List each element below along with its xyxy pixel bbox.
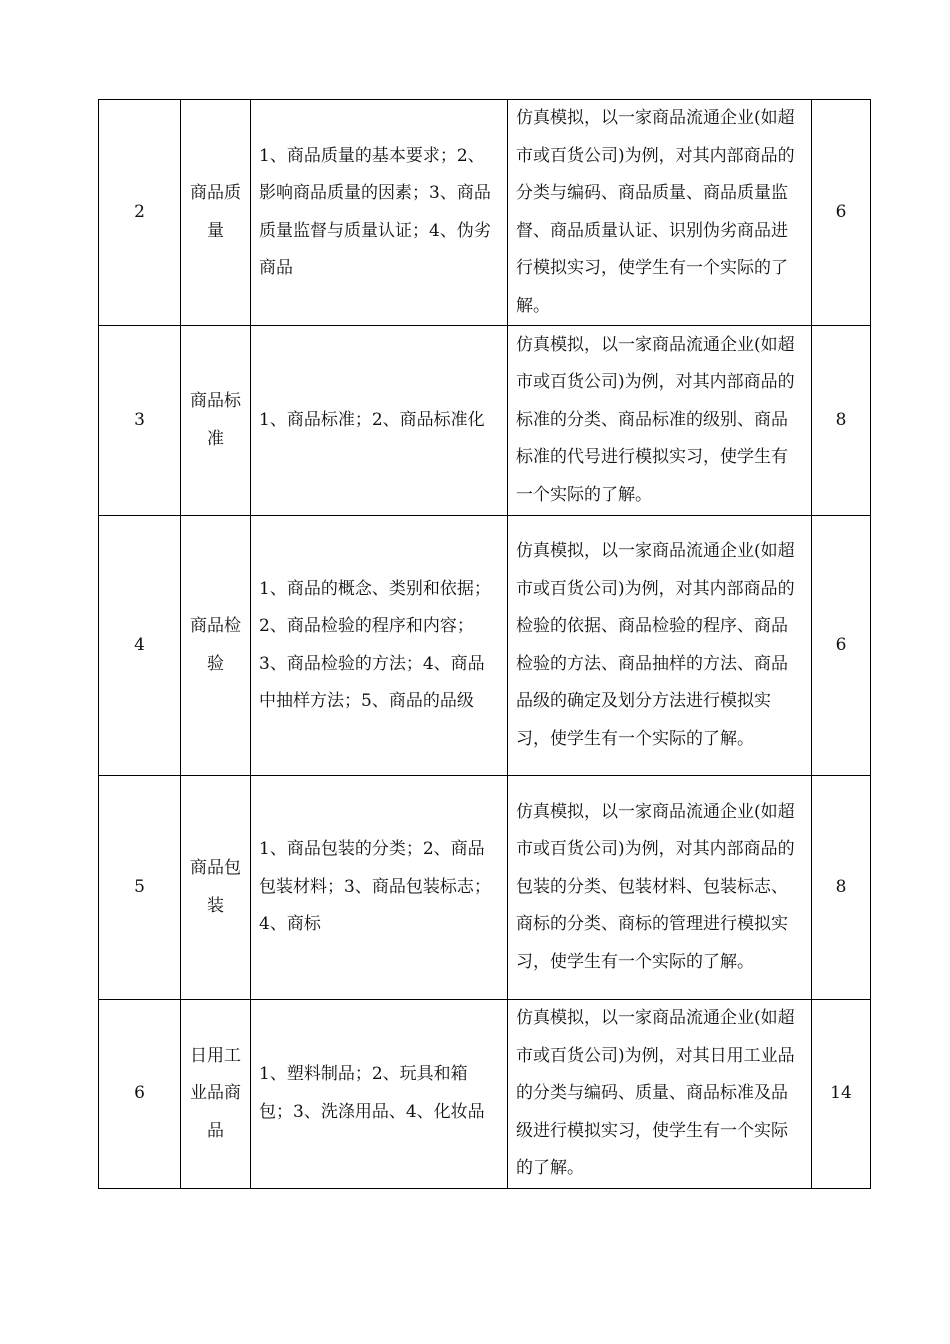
row-content: 1、商品包装的分类；2、商品包装材料；3、商品包装标志；4、商标 xyxy=(251,776,508,1000)
row-hours: 6 xyxy=(812,100,871,326)
row-hours: 6 xyxy=(812,516,871,776)
row-number: 5 xyxy=(99,776,181,1000)
table-row xyxy=(99,516,871,776)
row-number: 2 xyxy=(99,100,181,326)
row-practice: 仿真模拟，以一家商品流通企业(如超市或百货公司)为例，对其内部商品的包装的分类、包装材料、包装标志、商标的分类、商标的管理进行模拟实习，使学生有一个实际的了解。 xyxy=(508,776,812,1000)
row-topic: 商品检验 xyxy=(181,516,251,776)
table-row xyxy=(99,776,871,1000)
row-topic: 商品标准 xyxy=(181,326,251,516)
table-row xyxy=(99,326,871,516)
row-practice: 仿真模拟，以一家商品流通企业(如超市或百货公司)为例，对其内部商品的标准的分类、商品标准的级别、商品标准的代号进行模拟实习，使学生有一个实际的了解。 xyxy=(508,326,812,516)
course-table xyxy=(98,99,871,1189)
table-row xyxy=(99,1000,871,1189)
row-hours: 8 xyxy=(812,776,871,1000)
row-content: 1、塑料制品；2、玩具和箱包；3、洗涤用品、4、化妆品 xyxy=(251,1000,508,1189)
row-number: 3 xyxy=(99,326,181,516)
row-number: 6 xyxy=(99,1000,181,1189)
row-topic: 日用工业品商品 xyxy=(181,1000,251,1189)
row-topic: 商品包装 xyxy=(181,776,251,1000)
row-number: 4 xyxy=(99,516,181,776)
row-practice: 仿真模拟，以一家商品流通企业(如超市或百货公司)为例，对其日用工业品的分类与编码、质量、商品标准及品级进行模拟实习，使学生有一个实际的了解。 xyxy=(508,1000,812,1189)
row-content: 1、商品标准；2、商品标准化 xyxy=(251,326,508,516)
row-hours: 8 xyxy=(812,326,871,516)
row-content: 1、商品质量的基本要求；2、影响商品质量的因素；3、商品质量监督与质量认证；4、伪劣商品 xyxy=(251,100,508,326)
row-hours: 14 xyxy=(812,1000,871,1189)
table-row xyxy=(99,100,871,326)
row-practice: 仿真模拟，以一家商品流通企业(如超市或百货公司)为例，对其内部商品的分类与编码、商品质量、商品质量监督、商品质量认证、识别伪劣商品进行模拟实习，使学生有一个实际的了解。 xyxy=(508,100,812,326)
row-topic: 商品质量 xyxy=(181,100,251,326)
row-practice: 仿真模拟，以一家商品流通企业(如超市或百货公司)为例，对其内部商品的检验的依据、商品检验的程序、商品检验的方法、商品抽样的方法、商品品级的确定及划分方法进行模拟实习，使学生有一个实际的了解。 xyxy=(508,516,812,776)
row-content: 1、商品的概念、类别和依据；2、商品检验的程序和内容；3、商品检验的方法；4、商品中抽样方法；5、商品的品级 xyxy=(251,516,508,776)
